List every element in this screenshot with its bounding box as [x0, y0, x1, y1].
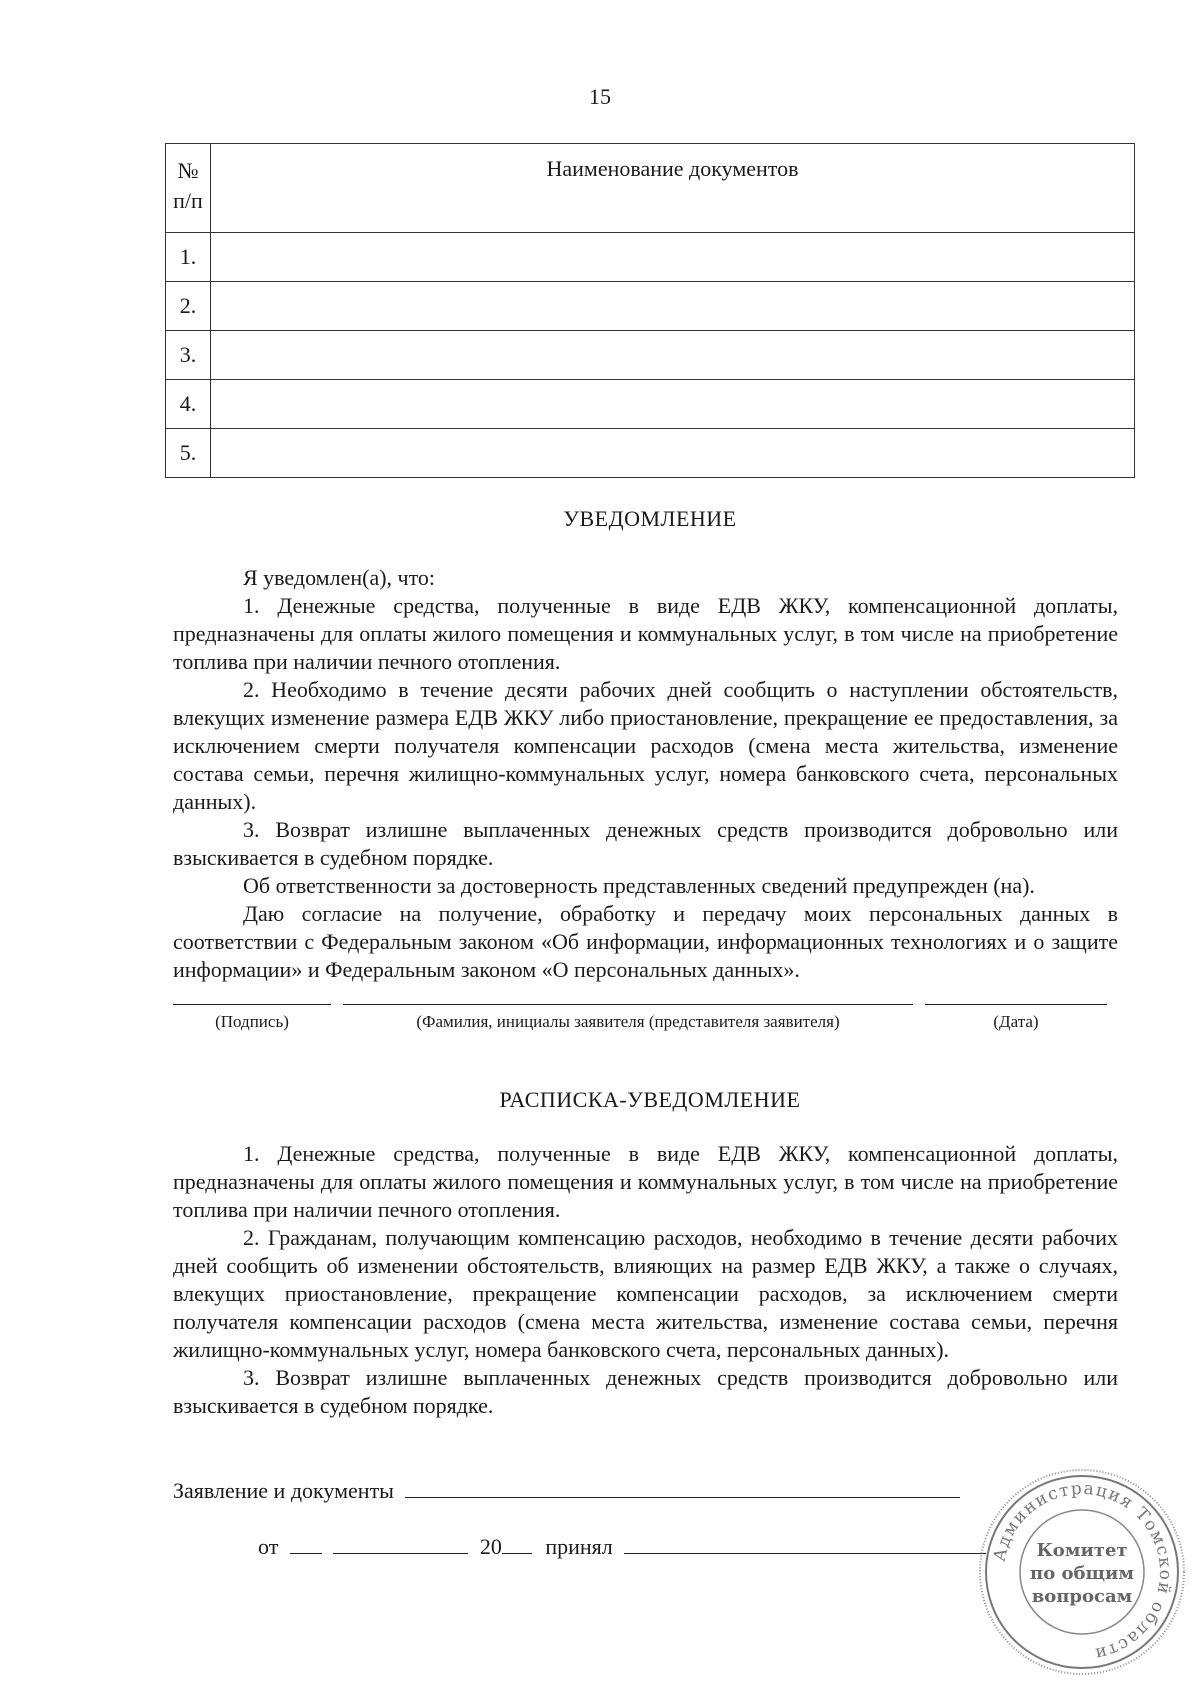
notice-paragraph-4: Об ответственности за достоверность представленных сведений предупрежден (на).	[243, 873, 1035, 898]
notice-intro: Я уведомлен(а), что:	[243, 565, 436, 590]
name-line	[343, 1004, 913, 1005]
official-seal	[976, 1466, 1188, 1678]
table-row	[166, 331, 1135, 380]
date-caption: (Дата)	[993, 1012, 1039, 1031]
row-number: 4.	[166, 380, 211, 429]
accepted-blank	[624, 1533, 986, 1554]
receipt-body	[173, 1140, 1118, 1420]
row-document-name	[211, 282, 1135, 331]
seal-line-1: Комитет	[1036, 1540, 1128, 1561]
row-number: 2.	[166, 282, 211, 331]
month-blank	[333, 1533, 468, 1554]
table-row	[166, 380, 1135, 429]
receipt-documents-line	[173, 1477, 960, 1504]
signature-line	[173, 1004, 331, 1005]
day-blank	[290, 1533, 322, 1554]
notice-paragraph-3: 3. Возврат излишне выплаченных денежных средств производится добровольно или взыскивается в судебном порядке.	[173, 817, 1118, 870]
row-document-name	[211, 233, 1135, 282]
header-number: № п/п	[166, 144, 211, 233]
table-row	[166, 282, 1135, 331]
notice-title: УВЕДОМЛЕНИЕ	[563, 506, 737, 531]
documents-label: Заявление и документы	[173, 1478, 394, 1503]
table-row	[166, 233, 1135, 282]
date-line	[925, 1004, 1107, 1005]
row-document-name	[211, 380, 1135, 429]
header-document-name: Наименование документов	[211, 144, 1135, 233]
notice-paragraph-5: Даю согласие на получение, обработку и передачу моих персональных данных в соответствии с Федеральным законом «Об информации, информационных технологиях и о защите информации» и Федеральным законом «О персональных данных».	[173, 901, 1118, 982]
notice-paragraph-2: 2. Необходимо в течение десяти рабочих дней сообщить о наступлении обстоятельств, влекущих изменение размера ЕДВ ЖКУ либо приостановление, прекращение ее предоставления, за исключением смерти получателя компенсации расходов (смена места жительства, изменение состава семьи, перечня жилищно-коммунальных услуг, номера банковского счета, персональных данных).	[173, 677, 1118, 814]
seal-outer-text: Администрация Томской области	[989, 1478, 1176, 1665]
notice-paragraph-1: 1. Денежные средства, полученные в виде ЕДВ ЖКУ, компенсационной доплаты, предназначены для оплаты жилого помещения и коммунальных услуг, в том числе на приобретение топлива при наличии печного отопления.	[173, 593, 1118, 674]
table-row	[166, 429, 1135, 478]
signature-caption: (Подпись)	[215, 1012, 289, 1031]
receipt-paragraph-3: 3. Возврат излишне выплаченных денежных средств производится добровольно или взыскивается в судебном порядке.	[173, 1365, 1118, 1418]
row-number: 5.	[166, 429, 211, 478]
row-document-name	[211, 429, 1135, 478]
receipt-paragraph-1: 1. Денежные средства, полученные в виде ЕДВ ЖКУ, компенсационной доплаты, предназначены для оплаты жилого помещения и коммунальных услуг, в том числе на приобретение топлива при наличии печного отопления.	[173, 1141, 1118, 1222]
accepted-label: принял	[545, 1534, 613, 1559]
from-label: от	[258, 1534, 279, 1559]
seal-line-3: вопросам	[1031, 1586, 1133, 1607]
page-number: 15	[589, 84, 611, 109]
year-blank	[502, 1533, 532, 1554]
receipt-paragraph-2: 2. Гражданам, получающим компенсацию расходов, необходимо в течение десяти рабочих дней сообщить об изменении обстоятельств, влияющих на размер ЕДВ ЖКУ, а также о случаях, влекущих приостановление, прекращение компенсации расходов, за исключением смерти получателя компенсации расходов (смена места жительства, изменение состава семьи, перечня жилищно-коммунальных услуг, номера банковского счета, персональных данных).	[173, 1225, 1118, 1362]
receipt-title: РАСПИСКА-УВЕДОМЛЕНИЕ	[499, 1087, 801, 1112]
table-header-row	[166, 144, 1135, 233]
year-prefix: 20	[479, 1534, 502, 1559]
receipt-date-line	[258, 1533, 986, 1560]
documents-blank	[405, 1477, 960, 1498]
notice-body	[173, 564, 1118, 984]
documents-table	[165, 143, 1135, 478]
row-document-name	[211, 331, 1135, 380]
row-number: 3.	[166, 331, 211, 380]
name-caption: (Фамилия, инициалы заявителя (представителя заявителя)	[416, 1012, 840, 1031]
row-number: 1.	[166, 233, 211, 282]
seal-line-2: по общим	[1030, 1563, 1134, 1584]
